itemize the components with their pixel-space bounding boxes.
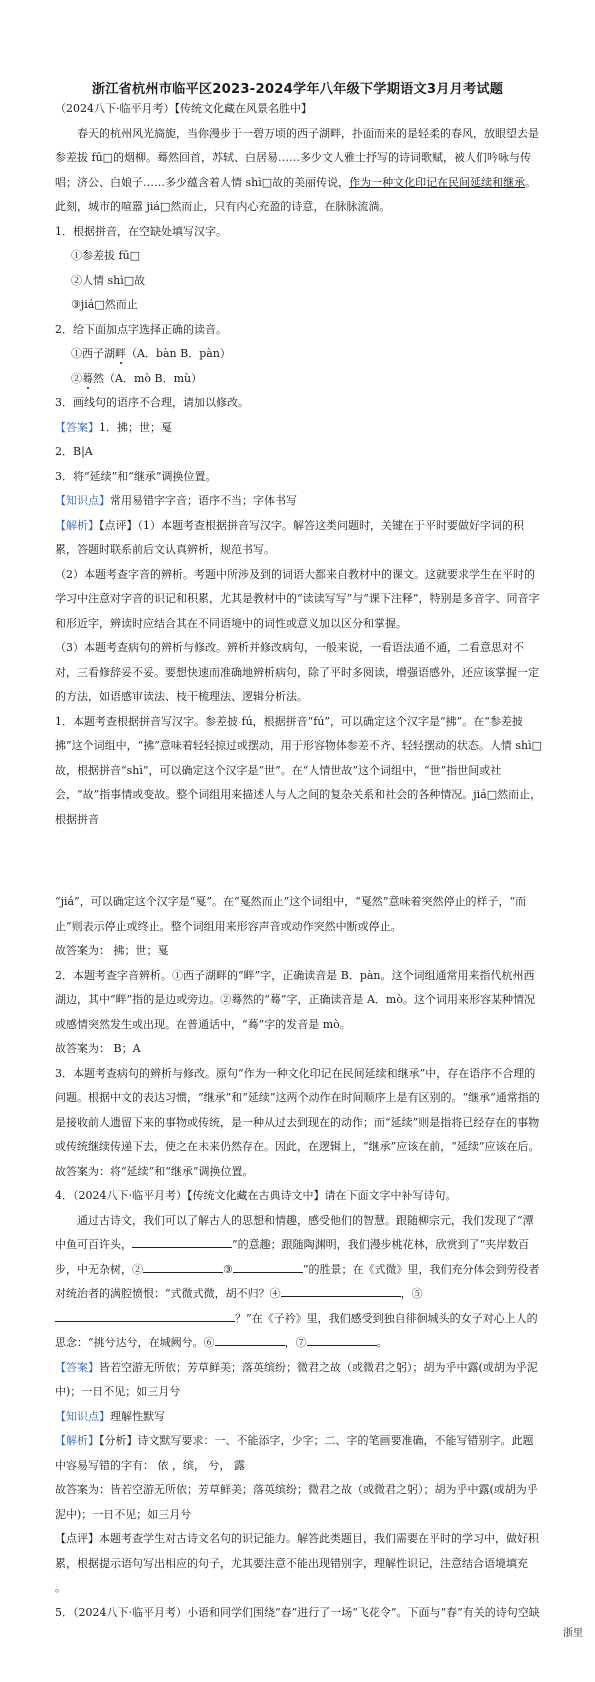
item-2-sub-2-options: 然（A．mò B．mù） bbox=[93, 371, 203, 385]
q4-answer-line bbox=[55, 1356, 542, 1405]
cont-6: 故答案为：将“延续”和“继承”调换位置。 bbox=[55, 1164, 254, 1178]
analysis-2: （2）本题考查字音的辨析。考题中所涉及到的词语大都来自教材中的课文。这就要求学生在平时的学习中注意对字音的识记和积累，尤其是教材中的“读读写写”与“课下注释”，特别是多音字、同音字和形近字，辨读时应结合其在不同语境中的词性或意义加以区分和掌握。 bbox=[55, 567, 540, 630]
q4-analysis: 【分析】诗文默写要求：一、不能添字，少字；二、字的笔画要准确，不能写错别字。此题中容易写错的字有： 依 ，缤， 兮， 露 bbox=[55, 1434, 534, 1472]
q4-analysis-line bbox=[55, 1429, 542, 1478]
item-1-sub-2: ②人情 shì□故 bbox=[71, 273, 146, 287]
q4-text-d: ”的胜景；在《式微》里，我们充分体会到劳役者对统治者的满腔愤恨：“式微式微，胡不归？④ bbox=[55, 1262, 540, 1300]
cont-1: “jiá”，可以确定这个汉字是“戛”。在“戛然而止”这个词组中，“戛然”意味着突然停止的样子，“而止”则表示停止或终止。整个词组用来形容声音或动作突然中断或停止。 bbox=[55, 895, 527, 933]
cont-2: 故答案为： 拂；世；戛 bbox=[55, 944, 169, 957]
q4-kp-line bbox=[55, 1405, 542, 1430]
question-4-text bbox=[55, 1209, 542, 1356]
blank-7[interactable] bbox=[307, 1333, 377, 1346]
q4-analysis-tag: 【解析】 bbox=[55, 1434, 99, 1447]
knowledge-point-tag: 【知识点】 bbox=[55, 494, 110, 507]
cont-4: 故答案为： B；A bbox=[55, 1042, 141, 1055]
cont-3: 2．本题考查字音辨析。①西子湖畔的“畔”字，正确读音是 B．pàn。这个词组通常用来指代杭州西湖边，其中“畔”指的是边或旁边。②蓦然的“蓦”字，正确读音是 A．mò。这个词用来形容某种情况或感情突然发生或出现。在普通话中，“蓦”字的发音是 mò。 bbox=[55, 968, 535, 1031]
q4-answer: 皆若空游无所依；芳草鲜美；落英缤纷；微君之故（或微君之躬）；胡为乎中露(或胡为乎泥中)；一日不见；如三月兮 bbox=[55, 1360, 538, 1398]
passage-part-3: 。此刻，城市的喧嚣 jiá□然而止，只有内心充盈的诗意，在脉脉流淌。 bbox=[55, 175, 537, 213]
q4-text-a: 通过古诗文，我们可以了解古人的思想和情趣，感受他们的智慧。跟随柳宗元，我们发现了“潭中鱼可百许头， bbox=[55, 1213, 534, 1251]
question-1-passage bbox=[55, 122, 542, 220]
q4-comment-line bbox=[55, 1527, 542, 1601]
blank-6[interactable] bbox=[215, 1333, 285, 1346]
answer-3: 3．将“延续”和“继承”调换位置。 bbox=[55, 469, 217, 483]
question-1-block bbox=[55, 97, 542, 832]
dotted-char-pan: 畔 bbox=[115, 347, 126, 360]
item-2-sub-2 bbox=[55, 367, 542, 392]
q4-text-b: ”的意趣；跟随陶渊明，我们漫步桃花林，欣赏到了“夹岸数百步，中无杂树，② bbox=[55, 1238, 530, 1276]
question-1-continuation bbox=[55, 890, 542, 1625]
answer-2: 2．B|A bbox=[55, 445, 93, 458]
knowledge-point-text: 常用易错字字音；语序不当；字体书写 bbox=[110, 494, 297, 507]
q4-comment: 本题考查学生对古诗文名句的识记能力。解答此类题目，我们需要在平时的学习中，做好积累，根据提示语句写出相应的句子，尤其要注意不能出现错别字，理解性识记，注意结合语境填充 。 bbox=[55, 1532, 539, 1594]
q4-text-g: ？”在《子衿》里，我们感受到独自徘徊城头的女子对心上人的思念：“挑兮达兮，在城阙兮。⑥ bbox=[55, 1311, 538, 1349]
q4-text-f: ⑤ bbox=[411, 1287, 423, 1300]
item-2-sub-1-options: （A．bàn B．pàn） bbox=[126, 347, 231, 360]
q4-text-i: 。 bbox=[376, 1336, 388, 1349]
knowledge-point-line bbox=[55, 489, 542, 514]
item-2-sub-2-prefix: ② bbox=[71, 371, 82, 385]
item-3-prompt: 3．画线句的语序不合理，请加以修改。 bbox=[55, 396, 249, 409]
item-1-sub-3: ③jiá□然而止 bbox=[71, 298, 138, 311]
answer-tag: 【答案】 bbox=[55, 420, 99, 434]
blank-4[interactable] bbox=[281, 1284, 401, 1297]
answer-line-1 bbox=[55, 416, 542, 441]
page-title: 浙江省杭州市临平区2023-2024学年八年级下学期语文3月月考试题 bbox=[91, 82, 504, 97]
q4-answer-tag: 【答案】 bbox=[55, 1360, 99, 1374]
question-4-header: 4．（2024八下·临平月考）【传统文化藏在古典诗文中】请在下面文字中补写诗句。 bbox=[55, 1189, 457, 1202]
analysis-tag: 【解析】 bbox=[55, 518, 99, 532]
underlined-sentence: 作为一种文化印记在民间延续和继承 bbox=[349, 175, 526, 189]
footer-text: 浙里 bbox=[563, 1628, 583, 1639]
analysis-3: （3）本题考查病句的辨析与修改。辨析并修改病句，一般来说，一看语法通不通，二看意思对不对，三看修辞妥不妥。要想快速而准确地辨析病句，除了平时多阅读，增强语感外，还应该掌握一定的方法，如语感审读法、枝干梳理法、逻辑分析法。 bbox=[55, 641, 539, 703]
comment-tag: 【点评】 bbox=[99, 518, 138, 532]
q4-text-e: ， bbox=[400, 1287, 412, 1300]
blank-3[interactable] bbox=[233, 1260, 303, 1273]
item-1-prompt: 1．根据拼音，在空缺处填写汉字。 bbox=[55, 224, 227, 238]
answer-1: 1．拂；世；戛 bbox=[99, 420, 172, 434]
q4-kp: 理解性默写 bbox=[110, 1409, 165, 1423]
blank-1[interactable] bbox=[132, 1235, 232, 1248]
item-2-sub-1-prefix: ①西子湖 bbox=[71, 347, 115, 360]
q4-comment-tag: 【点评】 bbox=[55, 1532, 99, 1545]
item-1-sub-1: ①参差拔 fū□ bbox=[71, 249, 141, 262]
blank-2[interactable] bbox=[143, 1260, 223, 1273]
analysis-line-1 bbox=[55, 514, 542, 563]
q4-text-h: ，⑦ bbox=[284, 1336, 307, 1349]
analysis-4: 1．本题考查根据拼音写汉字。参差披 fú，根据拼音“fú”，可以确定这个汉字是“拂”。在“参差披拂”这个词组中，“拂”意味着轻轻掠过或摆动，用于形容物体参差不齐、轻轻摆动的状态。人情 shì□故，根据拼音“shì”，可以确定这个汉字是“世”。在“人情世故”这个词组中，“世”指世间或社会，“故”指事情或变故。整个词组用来描述人与人之间的复杂关系和社会的各种情况。jiá□然而止，根据拼音 bbox=[55, 714, 543, 826]
question-5-header: 5．（2024八下·临平月考）小语和同学们围绕“春”进行了一场“飞花令”。下面与“春”有关的诗句空缺 bbox=[55, 1605, 540, 1619]
passage-part-1: 春天的杭州风光旖旎，当你漫步于一碧万顷的西子湖畔，扑面而来的是轻柔的春风，放眼望去是参差拔 fū□的烟柳。蓦然回首，苏轼、白居易……多少文人雅士抒写的诗词歌赋，被人们吟咏与传唱；济公、白娘子……多少蕴含着人情 shì□故的美丽传说， bbox=[55, 126, 539, 189]
q4-kp-tag: 【知识点】 bbox=[55, 1409, 110, 1423]
cont-5: 3．本题考查病句的辨析与修改。原句“作为一种文化印记在民间延续和继承”中，存在语序不合理的问题。根据中文的表达习惯，“继承”和“延续”这两个动作在时间顺序上是有区别的。“继承”通常指的是接收前人遗留下来的事物或传统，是一种从过去到现在的动作；而“延续”则是指将已经存在的事物或传统继续传递下去，使之在未来仍然存在。因此，在逻辑上，“继承”应该在前，“延续”应该在后。 bbox=[55, 1066, 540, 1153]
blank-5[interactable] bbox=[55, 1309, 235, 1322]
item-2-prompt: 2．给下面加点字选择正确的读音。 bbox=[55, 322, 227, 336]
question-1-header: （2024八下·临平月考）【传统文化藏在风景名胜中】 bbox=[55, 102, 312, 115]
q4-text-c: ③ bbox=[223, 1262, 233, 1276]
dotted-char-mo: 蓦 bbox=[82, 371, 93, 385]
q4-answer-again: 故答案为：皆若空游无所依；芳草鲜美；落英缤纷；微君之故（或微君之躬）；胡为乎中露(或胡为乎泥中)；一日不见；如三月兮 bbox=[55, 1483, 538, 1521]
item-2-sub-1 bbox=[55, 342, 542, 367]
analysis-1: （1）本题考查根据拼音写汉字。解答这类问题时，关键在于平时要做好字词的积累，答题时联系前后文认真辨析，规范书写。 bbox=[55, 518, 524, 556]
